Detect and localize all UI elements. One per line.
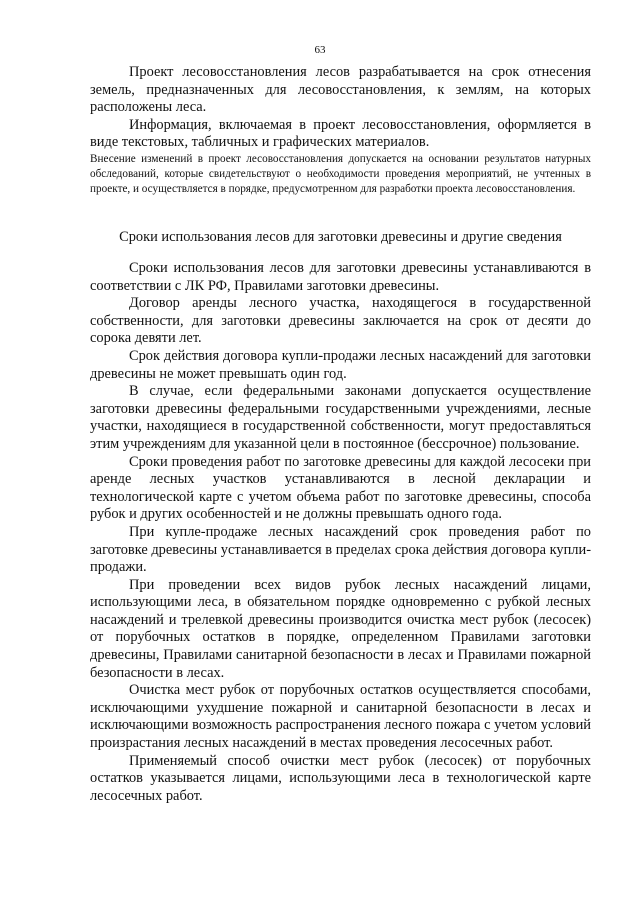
paragraph: В случае, если федеральными законами допускается осуществление заготовки древесины федеральными государственными учреждениями, лесные участки, находящиеся в государственной собственности, могут предоставляться этим учреждениям для указанной цели в постоянное (бессрочное) пользование. <box>90 383 591 452</box>
paragraph: Проект лесовосстановления лесов разрабатывается на срок отнесения земель, предназначенных для лесовосстановления, к землям, на которых расположены леса. <box>90 64 591 116</box>
small-print-paragraph: Внесение изменений в проект лесовосстановления допускается на основании результатов натурных обследований, которые свидетельствуют о необходимости проведения мероприятий, не учтенных в проекте, и осуществляется в порядке, предусмотренном для разработки проекта лесовосстановления. <box>90 152 591 195</box>
paragraph: Применяемый способ очистки мест рубок (лесосек) от порубочных остатков указывается лицами, использующими леса в технологической карте лесосечных работ. <box>90 752 591 804</box>
section-heading: Сроки использования лесов для заготовки древесины и другие сведения <box>119 229 562 245</box>
paragraph: Срок действия договора купли-продажи лесных насаждений для заготовки древесины не может превышать один год. <box>90 347 591 382</box>
text-block-1 <box>90 64 591 197</box>
section-heading-block <box>90 228 591 246</box>
paragraph: При проведении всех видов рубок лесных насаждений лицами, использующими леса, в обязательном порядке одновременно с рубкой лесных насаждений и трелевкой древесины производится очистка мест рубок (лесосек) от порубочных остатков в порядке, определенном Правилами заготовки древесины, Правилами санитарной безопасности в лесах и Правилами пожарной безопасности в лесах. <box>90 576 591 681</box>
paragraph: Очистка мест рубок от порубочных остатков осуществляется способами, исключающими ухудшение пожарной и санитарной безопасности в лесах и исключающими возможность распространения лесного пожара с учетом условий произрастания лесных насаждений в местах проведения лесосечных работ. <box>90 682 591 752</box>
page-number: 63 <box>314 44 326 56</box>
paragraph: Договор аренды лесного участка, находящегося в государственной собственности, для заготовки древесины заключается на срок от десяти до сорока девяти лет. <box>90 295 591 347</box>
paragraph: Информация, включаемая в проект лесовосстановления, оформляется в виде текстовых, табличных и графических материалов. <box>90 116 591 151</box>
text-block-2 <box>90 260 591 805</box>
paragraph: Сроки использования лесов для заготовки древесины устанавливаются в соответствии с ЛК РФ, Правилами заготовки древесины. <box>90 260 591 294</box>
paragraph: Сроки проведения работ по заготовке древесины для каждой лесосеки при аренде лесных участков устанавливаются в лесной декларации и технологической карте с учетом объема работ по заготовке древесины, способа рубок и других особенностей и не должны превышать одного года. <box>90 453 591 523</box>
paragraph: При купле-продаже лесных насаждений срок проведения работ по заготовке древесины устанавливается в пределах срока действия договора купли-продажи. <box>90 523 591 576</box>
